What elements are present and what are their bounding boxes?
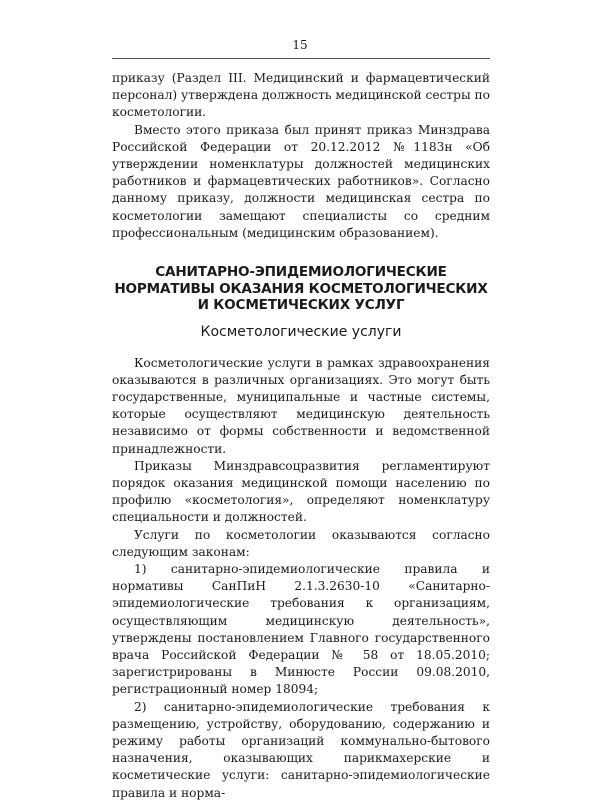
header-divider — [112, 58, 490, 59]
subsection-heading: Косметологические услуги — [200, 323, 402, 340]
paragraph: Косметологические услуги в рамках здравоохранения оказываются в различных организациях. Это могут быть государственные, муниципальные и частные системы, которые осуществляют медицинскую деятельность независимо от формы собственности и ведомственной принадлежности. — [112, 355, 490, 456]
list-item: 2) санитарно-эпидемиологические требования к размещению, устройству, оборудованию, содержанию и режиму работы организаций коммунально-бытового назначения, оказывающих парикмахерские и косметические услуги: санитарно-эпидемиологические правила и норма- — [112, 699, 490, 800]
paragraph: Приказы Минздравсоцразвития регламентируют порядок оказания медицинской помощи населению по профилю «косметология», определяют номенклатуру специальности и должностей. — [112, 458, 490, 525]
paragraph: Услуги по косметологии оказываются согласно следующим законам: — [112, 527, 490, 559]
list-item: 1) санитарно-эпидемиологические правила и нормативы СанПиН 2.1.3.2630-10 «Санитарно-эпидемиологические требования к организациям, осуществляющим медицинскую деятельность», утверждены постановлением Главного государственного врача Российской Федерации № 58 от 18.05.2010; зарегистрированы в Минюсте России 09.08.2010, регистрационный номер 18094; — [112, 561, 490, 697]
paragraph: приказу (Раздел III. Медицинский и фармацевтический персонал) утверждена должность медицинской сестры по косметологии. — [112, 71, 490, 120]
paragraph: Вместо этого приказа был принят приказ Минздрава Российской Федерации от 20.12.2012 №1183н «Об утверждении номенклатуры должностей медицинских работников и фармацевтических работников». Согласно данному приказу, должности медицинская сестра по косметологии замещают специалисты со средним профессиональным (медицинским образованием). — [112, 122, 490, 240]
page-number: 15 — [292, 38, 308, 52]
page-body — [112, 70, 490, 802]
section-heading: САНИТАРНО-ЭПИДЕМИОЛОГИЧЕСКИЕ НОРМАТИВЫ ОКАЗАНИЯ КОСМЕТОЛОГИЧЕСКИХ И КОСМЕТИЧЕСКИХ УСЛУГ — [114, 264, 488, 314]
